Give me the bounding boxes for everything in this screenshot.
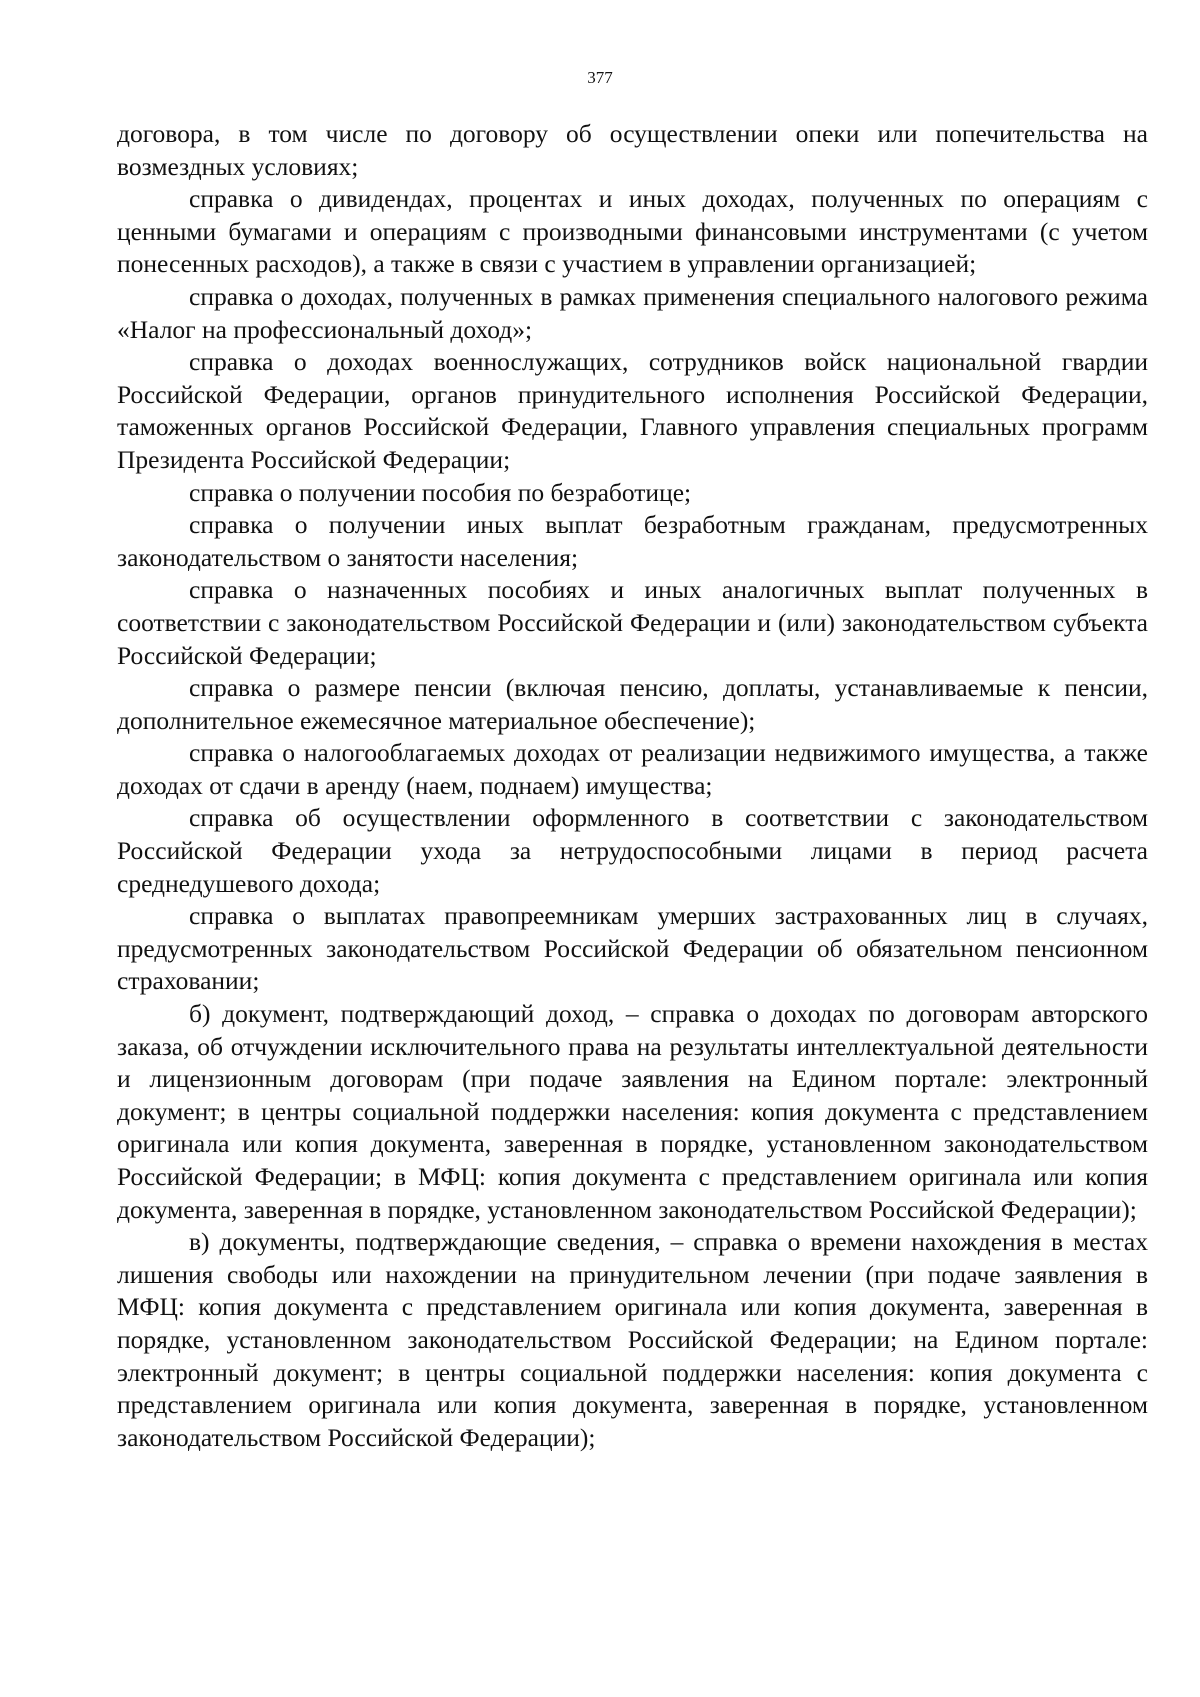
paragraph-item-b: б) документ, подтверждающий доход, – справка о доходах по договорам авторского заказа, об отчуждении исключительного права на результаты интеллектуальной деятельности и лицензионным договорам (при подаче заявления на Едином портале: электронный документ; в центры социальной поддержки населения: копия документа с представлением оригинала или копия документа, заверенная в порядке, установленном законодательством Российской Федерации; в МФЦ: копия документа с представлением оригинала или копия документа, заверенная в порядке, установленном законодательством Российской Федерации); — [117, 999, 1148, 1224]
paragraph-contract-continuation: договора, в том числе по договору об осуществлении опеки или попечительства на возмездных условиях; — [117, 119, 1148, 181]
paragraph-dividends-certificate: справка о дивидендах, процентах и иных доходах, полученных по операциям с ценными бумагами и операциям с производными финансовыми инструментами (с учетом понесенных расходов), а также в связи с участием в управлении организацией; — [117, 184, 1148, 279]
paragraph-assigned-benefits-certificate: справка о назначенных пособиях и иных аналогичных выплат полученных в соответствии с законодательством Российской Федерации и (или) законодательством субъекта Российской Федерации; — [117, 575, 1148, 670]
paragraph-real-estate-income-certificate: справка о налогооблагаемых доходах от реализации недвижимого имущества, а также доходах от сдачи в аренду (наем, поднаем) имущества; — [117, 738, 1148, 800]
paragraph-unemployment-benefit-certificate: справка о получении пособия по безработице; — [189, 477, 692, 507]
page-number: 377 — [587, 68, 613, 87]
document-body — [117, 118, 1148, 1454]
paragraph-unemployed-payments-certificate: справка о получении иных выплат безработным гражданам, предусмотренных законодательством о занятости населения; — [117, 510, 1148, 572]
paragraph-pension-certificate: справка о размере пенсии (включая пенсию, доплаты, устанавливаемые к пенсии, дополнительное ежемесячное материальное обеспечение); — [117, 673, 1148, 735]
paragraph-care-certificate: справка об осуществлении оформленного в соответствии с законодательством Российской Федерации ухода за нетрудоспособными лицами в период расчета среднедушевого дохода; — [117, 803, 1148, 898]
paragraph-item-v: в) документы, подтверждающие сведения, – справка о времени нахождения в местах лишения свободы или нахождении на принудительном лечении (при подаче заявления в МФЦ: копия документа с представлением оригинала или копия документа, заверенная в порядке, установленном законодательством Российской Федерации; на Едином портале: электронный документ; в центры социальной поддержки населения: копия документа с представлением оригинала или копия документа, заверенная в порядке, установленном законодательством Российской Федерации); — [117, 1227, 1148, 1452]
paragraph-military-income-certificate: справка о доходах военнослужащих, сотрудников войск национальной гвардии Российской Федерации, органов принудительного исполнения Российской Федерации, таможенных органов Российской Федерации, Главного управления специальных программ Президента Российской Федерации; — [117, 347, 1148, 474]
paragraph-successor-payments-certificate: справка о выплатах правопреемникам умерших застрахованных лиц в случаях, предусмотренных законодательством Российской Федерации об обязательном пенсионном страховании; — [117, 901, 1148, 996]
paragraph-professional-income-certificate: справка о доходах, полученных в рамках применения специального налогового режима «Налог на профессиональный доход»; — [117, 281, 1148, 344]
